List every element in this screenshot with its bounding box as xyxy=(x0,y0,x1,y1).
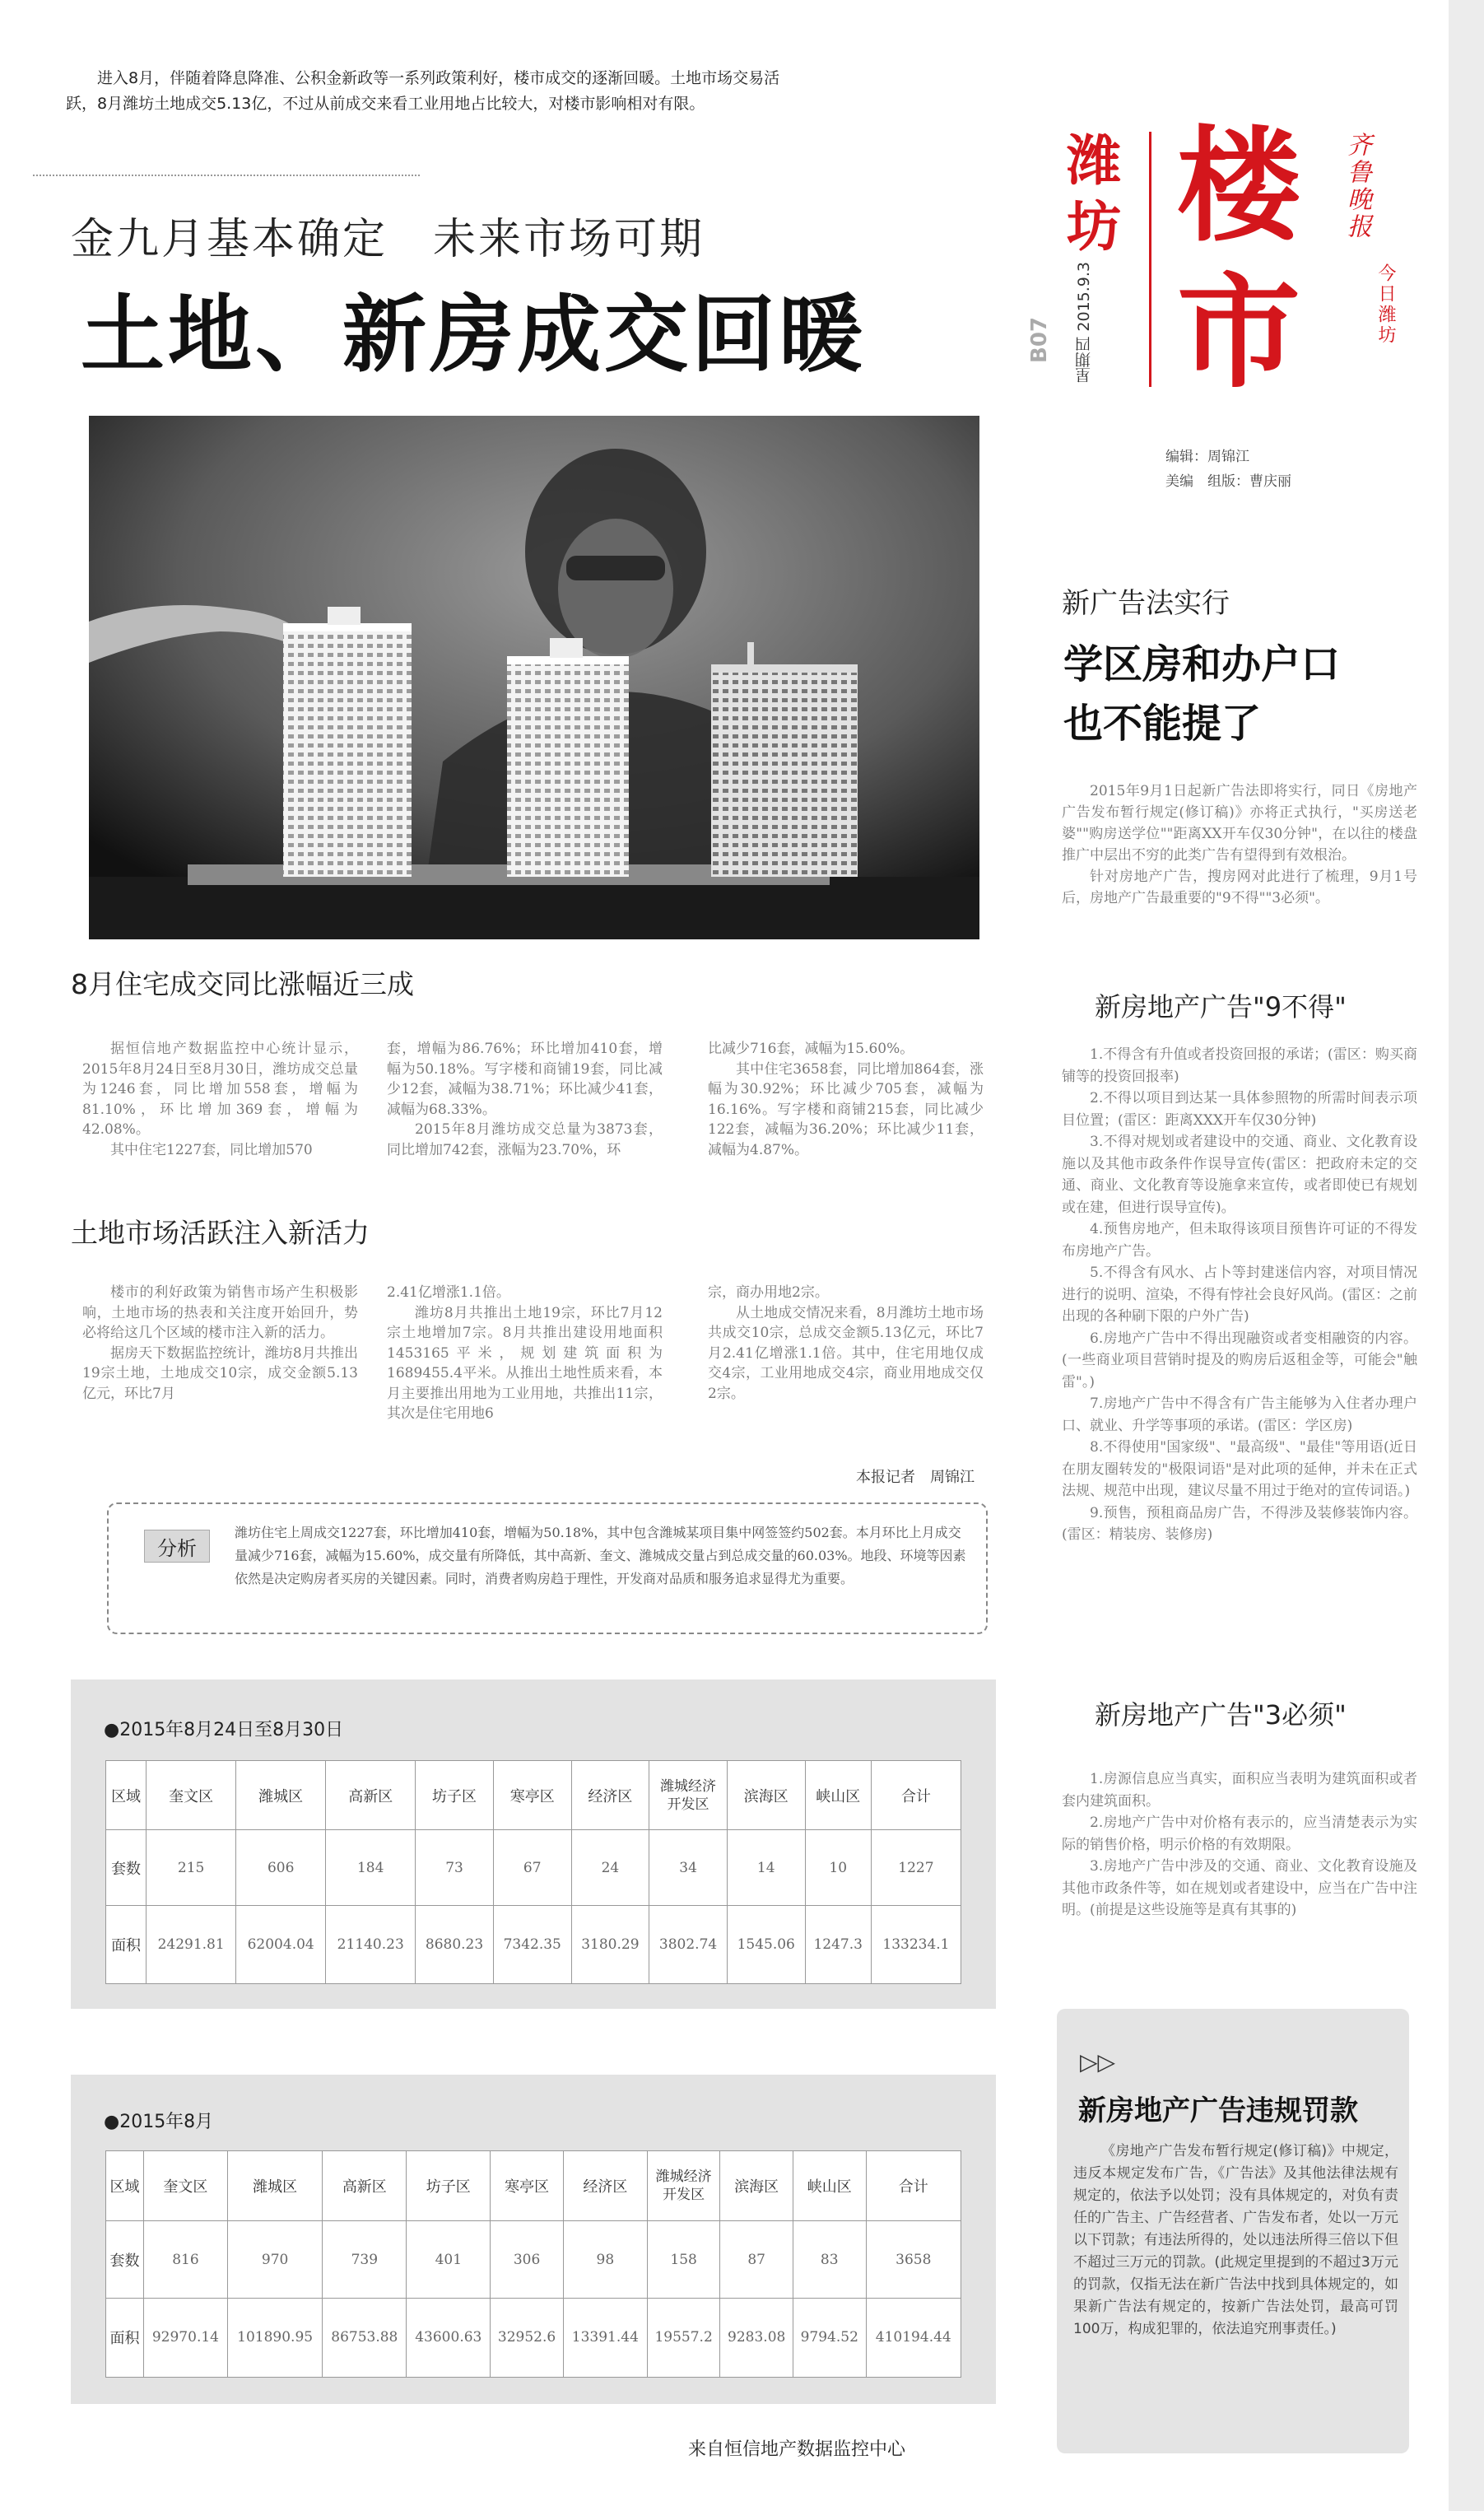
data-source: 来自恒信地产数据监控中心 xyxy=(688,2439,906,2460)
column-header: 滨海区 xyxy=(727,1761,805,1830)
column-header: 经济区 xyxy=(563,2151,647,2221)
table-cell: 14 xyxy=(727,1830,805,1906)
column-header: 寒亭区 xyxy=(491,2151,564,2221)
byline: 本报记者 周锦江 xyxy=(856,1469,975,1486)
table-cell: 184 xyxy=(326,1830,416,1906)
weekday: 星期四 xyxy=(1075,336,1093,384)
list-item: 9.预售，预租商品房广告，不得涉及装修装饰内容。(雷区：精装房、装修房) xyxy=(1062,1504,1417,1543)
row-label: 面积 xyxy=(106,1906,147,1984)
paragraph: 比减少716套，减幅为15.60%。 xyxy=(708,1041,914,1057)
table-cell: 401 xyxy=(407,2221,491,2299)
column-header: 滨海区 xyxy=(720,2151,793,2221)
three-rules-heading: 新房地产广告"3必须" xyxy=(1095,1699,1347,1731)
table-header-row xyxy=(106,2151,961,2221)
intro-paragraph: 进入8月，伴随着降息降准、公积金新政等一系列政策利好，楼市成交的逐渐回暖。土地市场交易活跃，8月潍坊土地成交5.13亿，不过从前成交来看工业用地占比较大，对楼市影响相对有限。 xyxy=(66,69,780,113)
list-item: 1.不得含有升值或者投资回报的承诺；(雷区：购买商铺等的投资回报率) xyxy=(1062,1046,1417,1085)
masthead-lou: 楼 xyxy=(1177,115,1301,259)
paragraph: 其中住宅3658套，同比增加864套，涨幅为30.92%；环比减少705套，减幅为16.16%。写字楼和商铺215套，同比减少122套，减幅为36.20%；环比减少11套，减幅为4.87%。 xyxy=(708,1060,984,1158)
list-item: 2.房地产广告中对价格有表示的，应当清楚表示为实际的销售价格，明示价格的有效期限。 xyxy=(1062,1815,1417,1853)
table-cell: 73 xyxy=(416,1830,494,1906)
page-edge-strip xyxy=(1449,0,1484,2511)
table1 xyxy=(105,1760,961,1984)
table-cell: 92970.14 xyxy=(143,2298,227,2377)
list-item: 8.不得使用"国家级"、"最高级"、"最佳"等用语(近日在朋友圈转发的"极限词语"是对此项的延伸，并未在正式法规、规范中出现，建议尽量不用过于绝对的宣传词语。) xyxy=(1062,1439,1417,1499)
right-intro xyxy=(1062,780,1417,909)
table-header-row xyxy=(106,1761,961,1830)
column-header: 合计 xyxy=(866,2151,961,2221)
table-cell: 87 xyxy=(720,2221,793,2299)
right-headline-2: 也不能提了 xyxy=(1063,701,1262,747)
row-label: 套数 xyxy=(106,1830,147,1906)
table-cell: 306 xyxy=(491,2221,564,2299)
list-item: 2.不得以项目到达某一具体参照物的所需时间表示项目位置；(雷区：距离XXX开车仅30分钟) xyxy=(1062,1090,1417,1129)
table-cell: 9794.52 xyxy=(793,2298,866,2377)
list-item: 7.房地产广告中不得含有广告主能够为入住者办理户口、就业、升学等事项的承诺。(雷区：学区房) xyxy=(1062,1395,1417,1434)
table-cell: 8680.23 xyxy=(416,1906,494,1984)
row-label: 套数 xyxy=(106,2221,144,2299)
table-cell: 83 xyxy=(793,2221,866,2299)
table-cell: 410194.44 xyxy=(866,2298,961,2377)
analysis-label: 分析 xyxy=(144,1530,210,1563)
table-row xyxy=(106,1906,961,1984)
play-icon: ▷▷ xyxy=(1080,2048,1116,2075)
table-cell: 34 xyxy=(649,1830,728,1906)
column-header: 奎文区 xyxy=(143,2151,227,2221)
right-kicker: 新广告法实行 xyxy=(1062,587,1230,620)
row-label: 面积 xyxy=(106,2298,144,2377)
table-cell: 606 xyxy=(236,1830,326,1906)
list-item: 6.房地产广告中不得出现融资或者变相融资的内容。(一些商业项目营销时提及的购房后返租金等，可能会"触雷"。) xyxy=(1062,1330,1417,1391)
section2-column-1 xyxy=(82,1283,358,1404)
column-header: 区域 xyxy=(106,1761,147,1830)
table-cell: 19557.2 xyxy=(647,2298,720,2377)
table-cell: 43600.63 xyxy=(407,2298,491,2377)
table-cell: 3180.29 xyxy=(571,1906,649,1984)
list-item: 4.预售房地产，但未取得该项目预售许可证的不得发布房地产广告。 xyxy=(1062,1221,1417,1260)
issue-date xyxy=(1072,262,1095,384)
table-cell: 133234.1 xyxy=(871,1906,961,1984)
paragraph: 据恒信地产数据监控中心统计显示，2015年8月24日至8月30日，潍坊成交总量为1246套，同比增加558套，增幅为81.10%，环比增加369套，增幅为42.08%。 xyxy=(82,1041,358,1138)
section-heading-residential: 8月住宅成交同比涨幅近三成 xyxy=(71,968,414,1000)
table2 xyxy=(105,2150,961,2378)
column-header: 区域 xyxy=(106,2151,144,2221)
column-header: 高新区 xyxy=(323,2151,407,2221)
paragraph: 据房天下数据监控统计，潍坊8月共推出19宗土地，土地成交10宗，成交金额5.13亿元，环比7月 xyxy=(82,1344,358,1402)
list-item: 3.不得对规划或者建设中的交通、商业、文化教育设施以及其他市政条件作误导宣传(雷区：把政府未定的交通、商业、文化教育等设施拿来宣传，或者即使已有规划或在建，但进行误导宣传)。 xyxy=(1062,1134,1417,1216)
three-rules-list xyxy=(1062,1768,1417,1922)
section-heading-land: 土地市场活跃注入新活力 xyxy=(71,1217,370,1249)
list-item: 1.房源信息应当真实，面积应当表明为建筑面积或者套内建筑面积。 xyxy=(1062,1771,1417,1810)
paragraph: 从土地成交情况来看，8月潍坊土地市场共成交10宗，总成交金额5.13亿元，环比7月2.41亿增涨1.1倍。其中，住宅用地仅成交4宗，工业用地成交4宗，商业用地成交仅2宗。 xyxy=(708,1304,984,1402)
penalty-title: 新房地产广告违规罚款 xyxy=(1078,2094,1358,2127)
masthead-shi: 市 xyxy=(1177,262,1301,405)
column-header: 合计 xyxy=(871,1761,961,1830)
table-cell: 816 xyxy=(143,2221,227,2299)
paragraph: 针对房地产广告，搜房网对此进行了梳理，9月1号后，房地产广告最重要的"9不得""3必须"。 xyxy=(1062,869,1417,906)
column-header: 潍城区 xyxy=(227,2151,322,2221)
penalty-text: 《房地产广告发布暂行规定(修订稿)》中规定，违反本规定发布广告，《广告法》及其他法律法规有规定的，依法予以处罚；没有具体规定的，对负有责任的广告主、广告经营者、广告发布者，处以一万元以下罚款；有违法所得的，处以违法所得三倍以下但不超过三万元的罚款。(此规定里提到的不超过3万元的罚款，仅指无法在新广告法中找到具体规定的，如果新广告法有规定的，按新广告法处罚，最高可罚100万，构成犯罪的，依法追究刑事责任。) xyxy=(1073,2143,1398,2337)
masthead-city: 潍坊 xyxy=(1067,129,1121,259)
table-cell: 215 xyxy=(147,1830,236,1906)
paragraph: 楼市的利好政策为销售市场产生积极影响，土地市场的热表和关注度开始回升，势必将给这几个区域的楼市注入新的活力。 xyxy=(82,1284,358,1341)
table-cell: 101890.95 xyxy=(227,2298,322,2377)
table-cell: 1247.3 xyxy=(805,1906,871,1984)
masthead-rule xyxy=(1149,132,1151,387)
main-title: 土地、新房成交回暖 xyxy=(81,287,866,384)
table-cell: 86753.88 xyxy=(323,2298,407,2377)
section1-column-2 xyxy=(387,1039,663,1160)
paragraph: 2015年8月潍坊成交总量为3873套，同比增加742套，涨幅为23.70%，环 xyxy=(387,1121,663,1158)
analysis-text: 潍坊住宅上周成交1227套，环比增加410套，增幅为50.18%，其中包含潍城某项目集中网签签约502套。本月环比上月成交量减少716套，减幅为15.60%，成交量有所降低，其中高新、奎文、潍城成交量占到总成交量的60.03%。地段、环境等因素依然是决定购房者买房的关键因素。同时，消费者购房趋于理性，开发商对品质和服务追求显得尤为重要。 xyxy=(235,1525,966,1586)
table-cell: 10 xyxy=(805,1830,871,1906)
column-header: 潍城经济 开发区 xyxy=(647,2151,720,2221)
nine-rules-list xyxy=(1062,1044,1417,1546)
paragraph: 潍坊8月共推出土地19宗，环比7月12宗土地增加7宗。8月共推出建设用地面积1453165平米，规划建筑面积为1689455.4平米。从推出土地性质来看，本月主要推出用地为工业用地，共推出11宗，其次是住宅用地6 xyxy=(387,1304,663,1422)
editor-credit: 编辑：周锦江 xyxy=(1165,449,1249,465)
table1-panel xyxy=(71,1679,996,2009)
table-cell: 62004.04 xyxy=(236,1906,326,1984)
paragraph: 其中住宅1227套，同比增加570 xyxy=(110,1141,313,1158)
table-row xyxy=(106,2298,961,2377)
column-header: 坊子区 xyxy=(416,1761,494,1830)
date: 2015.9.3 xyxy=(1075,262,1093,332)
table2-caption: ●2015年8月 xyxy=(104,2112,214,2132)
nine-rules-heading: 新房地产广告"9不得" xyxy=(1095,991,1347,1023)
right-headline-1: 学区房和办户口 xyxy=(1063,641,1341,687)
table-cell: 24291.81 xyxy=(147,1906,236,1984)
paragraph: 2015年9月1日起新广告法即将实行，同日《房地产广告发布暂行规定(修订稿)》亦将正式执行，"买房送老婆""购房送学位""距离XX开车仅30分钟"，在以往的楼盘推广中层出不穷的此类广告有望得到有效根治。 xyxy=(1062,783,1417,864)
table-row xyxy=(106,2221,961,2299)
newspaper-sub: 今日潍坊 xyxy=(1375,263,1396,346)
paragraph: 宗，商办用地2宗。 xyxy=(708,1284,829,1301)
table-cell: 158 xyxy=(647,2221,720,2299)
table-cell: 1545.06 xyxy=(727,1906,805,1984)
column-header: 潍城区 xyxy=(236,1761,326,1830)
section2-column-2 xyxy=(387,1283,663,1424)
table2-panel xyxy=(71,2075,996,2404)
column-header: 寒亭区 xyxy=(493,1761,571,1830)
table-cell: 1227 xyxy=(871,1830,961,1906)
table-cell: 9283.08 xyxy=(720,2298,793,2377)
table-cell: 3802.74 xyxy=(649,1906,728,1984)
page-number: B07 xyxy=(1027,317,1052,363)
column-header: 坊子区 xyxy=(407,2151,491,2221)
table-cell: 21140.23 xyxy=(326,1906,416,1984)
table-cell: 67 xyxy=(493,1830,571,1906)
column-header: 经济区 xyxy=(571,1761,649,1830)
section2-column-3 xyxy=(708,1283,984,1404)
list-item: 5.不得含有风水、占卜等封建迷信内容，对项目情况进行的说明、渲染，不得有悖社会良好风尚。(雷区：之前出现的各种刷下限的户外广告) xyxy=(1062,1265,1417,1325)
table-cell: 24 xyxy=(571,1830,649,1906)
divider xyxy=(33,175,420,176)
paragraph: 2.41亿增涨1.1倍。 xyxy=(387,1284,510,1301)
section1-column-1 xyxy=(82,1039,358,1160)
paragraph: 套，增幅为86.76%；环比增加410套，增幅为50.18%。写字楼和商铺19套，同比减少12套，减幅为38.71%；环比减少41套，减幅为68.33%。 xyxy=(387,1041,663,1118)
subtitle: 金九月基本确定 未来市场可期 xyxy=(71,215,705,264)
column-header: 峡山区 xyxy=(805,1761,871,1830)
table-cell: 7342.35 xyxy=(493,1906,571,1984)
list-item: 3.房地产广告中涉及的交通、商业、文化教育设施及其他市政条件等，如在规划或者建设中，应当在广告中注明。(前提是这些设施等是真有其事的) xyxy=(1062,1858,1417,1918)
table-cell: 739 xyxy=(323,2221,407,2299)
building-models-photo xyxy=(89,416,979,939)
table1-caption: ●2015年8月24日至8月30日 xyxy=(104,1720,344,1740)
column-header: 奎文区 xyxy=(147,1761,236,1830)
design-credit: 美编 组版：曹庆丽 xyxy=(1165,473,1291,490)
column-header: 峡山区 xyxy=(793,2151,866,2221)
table-cell: 3658 xyxy=(866,2221,961,2299)
column-header: 高新区 xyxy=(326,1761,416,1830)
table-cell: 970 xyxy=(227,2221,322,2299)
table-cell: 98 xyxy=(563,2221,647,2299)
column-header: 潍城经济 开发区 xyxy=(649,1761,728,1830)
table-cell: 32952.6 xyxy=(491,2298,564,2377)
section1-column-3 xyxy=(708,1039,984,1160)
table-row xyxy=(106,1830,961,1906)
table-cell: 13391.44 xyxy=(563,2298,647,2377)
newspaper-logo: 齐鲁晚报 xyxy=(1342,132,1371,240)
